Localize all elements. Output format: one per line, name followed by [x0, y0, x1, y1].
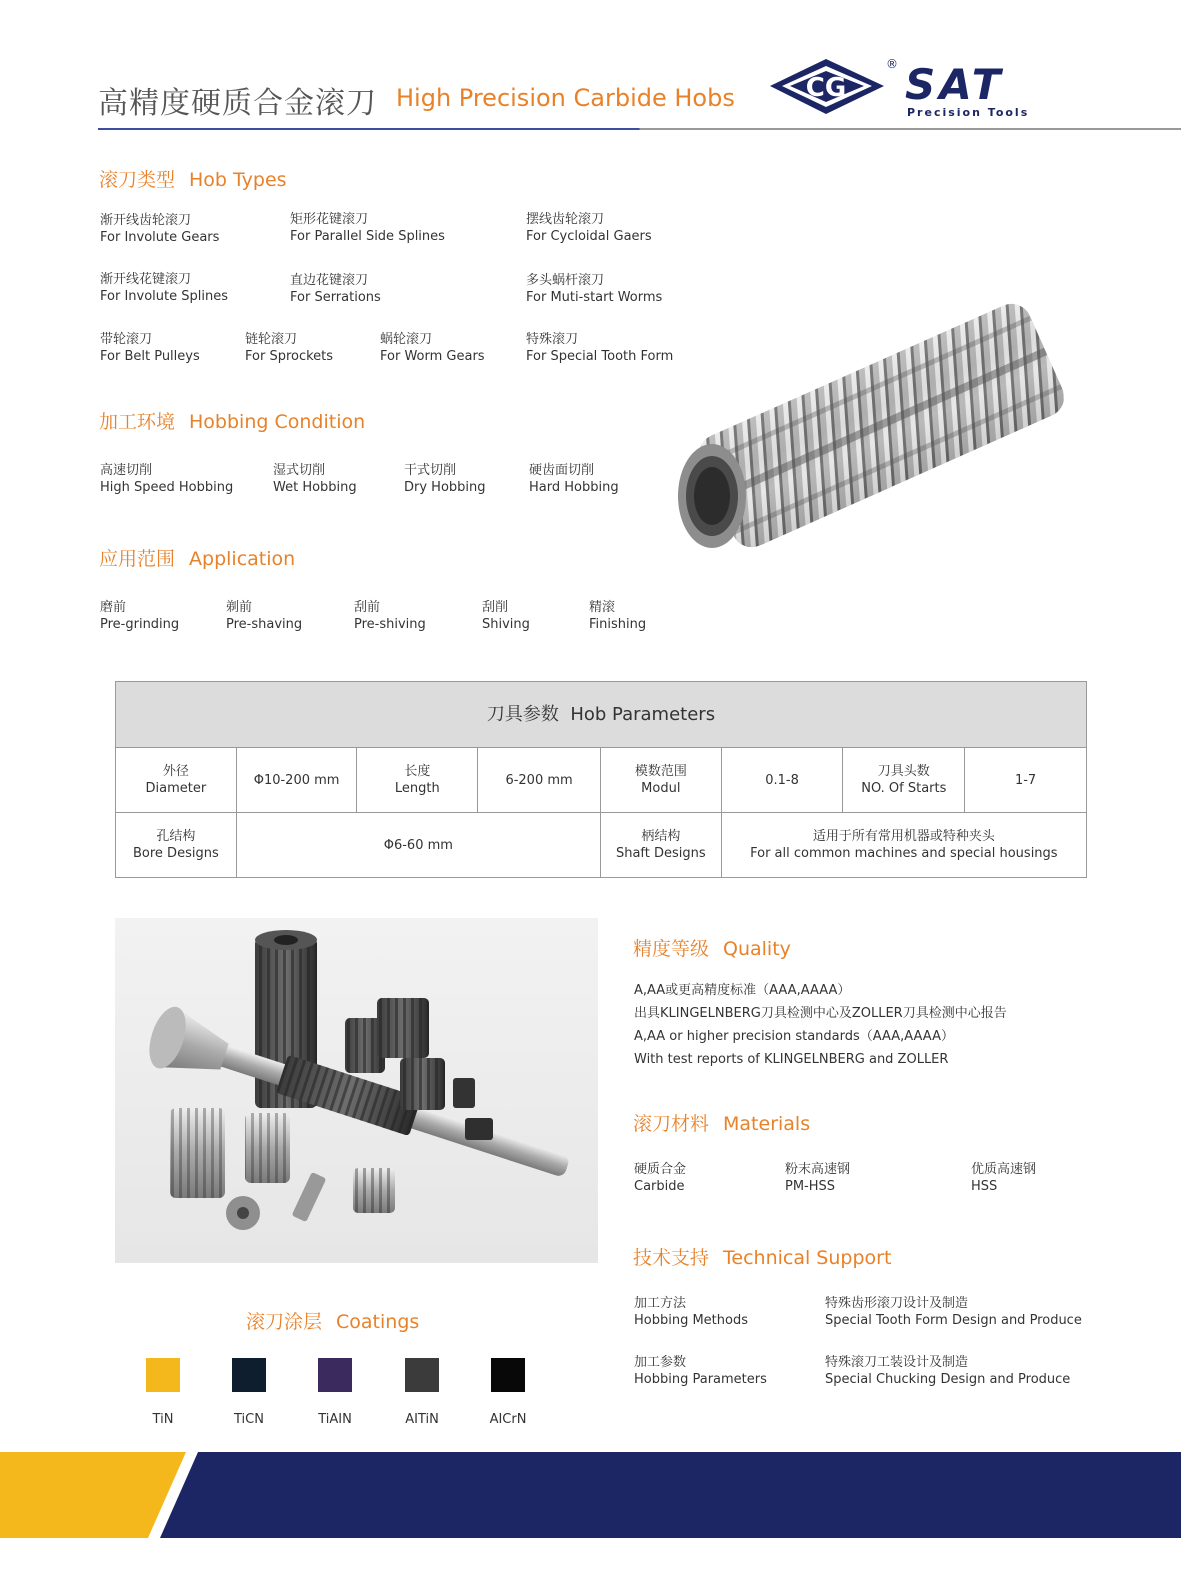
coating-label: TiAIN: [318, 1412, 352, 1427]
logo-brand: SAT: [905, 60, 1005, 109]
material-item: 优质高速钢 HSS: [971, 1162, 1037, 1194]
hob-type-item: 链轮滚刀 For Sprockets: [245, 332, 334, 364]
shaft-value: 适用于所有常用机器或特种夹头 For all common machines and special housings: [721, 813, 1086, 878]
length-value: 6-200 mm: [478, 748, 601, 813]
condition-item: 高速切削 High Speed Hobbing: [100, 463, 234, 495]
registered-mark: ®: [886, 57, 898, 71]
hob-type-item: 直边花键滚刀 For Serrations: [290, 273, 381, 305]
coating-label: TiCN: [234, 1412, 264, 1427]
material-item: 硬质合金 Carbide: [634, 1162, 687, 1194]
support-item: 特殊齿形滚刀设计及制造 Special Tooth Form Design and Produce: [825, 1296, 1082, 1328]
footer-band: [0, 1452, 1181, 1538]
starts-label: 刀具头数 NO. Of Starts: [843, 748, 965, 813]
hob-product-image: [660, 258, 1090, 588]
coating-swatch-tiain: [318, 1358, 352, 1392]
shaft-label: 柄结构 Shaft Designs: [600, 813, 721, 878]
condition-item: 干式切削 Dry Hobbing: [404, 463, 486, 495]
bore-value: Φ6-60 mm: [236, 813, 600, 878]
support-item: 特殊滚刀工装设计及制造 Special Chucking Design and Produce: [825, 1355, 1071, 1387]
application-heading: 应用范围 Application: [99, 548, 296, 570]
hob-type-item: 蜗轮滚刀 For Worm Gears: [380, 332, 485, 364]
coating-label: TiN: [152, 1412, 174, 1427]
condition-item: 湿式切削 Wet Hobbing: [273, 463, 357, 495]
application-item: 精滚 Finishing: [589, 600, 647, 632]
hob-type-item: 带轮滚刀 For Belt Pulleys: [100, 332, 200, 364]
parameters-title: 刀具参数 Hob Parameters: [116, 682, 1087, 748]
hob-illustration: [660, 258, 1090, 588]
coatings-heading: 滚刀涂层 Coatings: [246, 1311, 420, 1333]
cg-logo-icon: [768, 54, 1088, 124]
quality-heading: 精度等级 Quality: [633, 938, 791, 960]
application-item: 磨前 Pre-grinding: [100, 600, 180, 632]
logo-mark: CG: [805, 73, 847, 103]
coating-label: AITiN: [405, 1412, 439, 1427]
brand-logo: [768, 54, 1088, 124]
hob-type-item: 多头蜗杆滚刀 For Muti-start Worms: [526, 273, 663, 305]
page-title-cn: 高精度硬质合金滚刀: [98, 86, 377, 121]
support-item: 加工方法 Hobbing Methods: [634, 1296, 748, 1328]
technical-support-heading: 技术支持 Technical Support: [633, 1247, 892, 1269]
coating-swatch-aitin: [405, 1358, 439, 1392]
coating-swatch-aicrn: [491, 1358, 525, 1392]
diameter-value: Φ10-200 mm: [236, 748, 357, 813]
bore-label: 孔结构 Bore Designs: [116, 813, 237, 878]
quality-line: 出具KLINGELNBERG刀具检测中心及ZOLLER刀具检测中心报告: [634, 1006, 1007, 1021]
coating-label: AICrN: [489, 1412, 527, 1427]
quality-line: A,AA或更高精度标准（AAA,AAAA）: [634, 983, 851, 998]
quality-line: With test reports of KLINGELNBERG and ZOLLER: [634, 1052, 949, 1067]
hob-type-item: 渐开线花键滚刀 For Involute Splines: [100, 272, 228, 304]
hob-type-item: 摆线齿轮滚刀 For Cycloidal Gaers: [526, 212, 652, 244]
tools-illustration: [115, 918, 598, 1263]
application-item: 刮削 Shiving: [482, 600, 530, 632]
materials-heading: 滚刀材料 Materials: [633, 1113, 811, 1135]
quality-line: A,AA or higher precision standards（AAA,AAAA）: [634, 1029, 954, 1044]
support-item: 加工参数 Hobbing Parameters: [634, 1355, 767, 1387]
length-label: 长度 Length: [357, 748, 478, 813]
hob-type-item: 矩形花键滚刀 For Parallel Side Splines: [290, 212, 445, 244]
modul-value: 0.1-8: [721, 748, 843, 813]
hob-types-heading: 滚刀类型 Hob Types: [99, 169, 287, 191]
hob-parameters-table: [115, 681, 1087, 878]
starts-value: 1-7: [965, 748, 1087, 813]
hob-type-item: 特殊滚刀 For Special Tooth Form: [526, 332, 674, 364]
page-title-en: High Precision Carbide Hobs: [396, 84, 735, 112]
hobbing-condition-heading: 加工环境 Hobbing Condition: [99, 411, 366, 433]
coating-swatch-ticn: [232, 1358, 266, 1392]
application-item: 刮前 Pre-shiving: [354, 600, 426, 632]
footer-graphic: [0, 1452, 1181, 1538]
modul-label: 模数范围 Modul: [600, 748, 721, 813]
application-item: 剃前 Pre-shaving: [226, 600, 303, 632]
logo-tagline: Precision Tools: [907, 106, 1030, 119]
header-divider: [98, 128, 1181, 130]
condition-item: 硬齿面切削 Hard Hobbing: [529, 463, 619, 495]
hob-type-item: 渐开线齿轮滚刀 For Involute Gears: [100, 213, 220, 245]
diameter-label: 外径 Diameter: [116, 748, 237, 813]
quality-text: [634, 979, 1007, 1071]
coating-swatch-tin: [146, 1358, 180, 1392]
material-item: 粉末高速钢 PM-HSS: [785, 1162, 851, 1194]
tools-product-photo: [115, 918, 598, 1263]
